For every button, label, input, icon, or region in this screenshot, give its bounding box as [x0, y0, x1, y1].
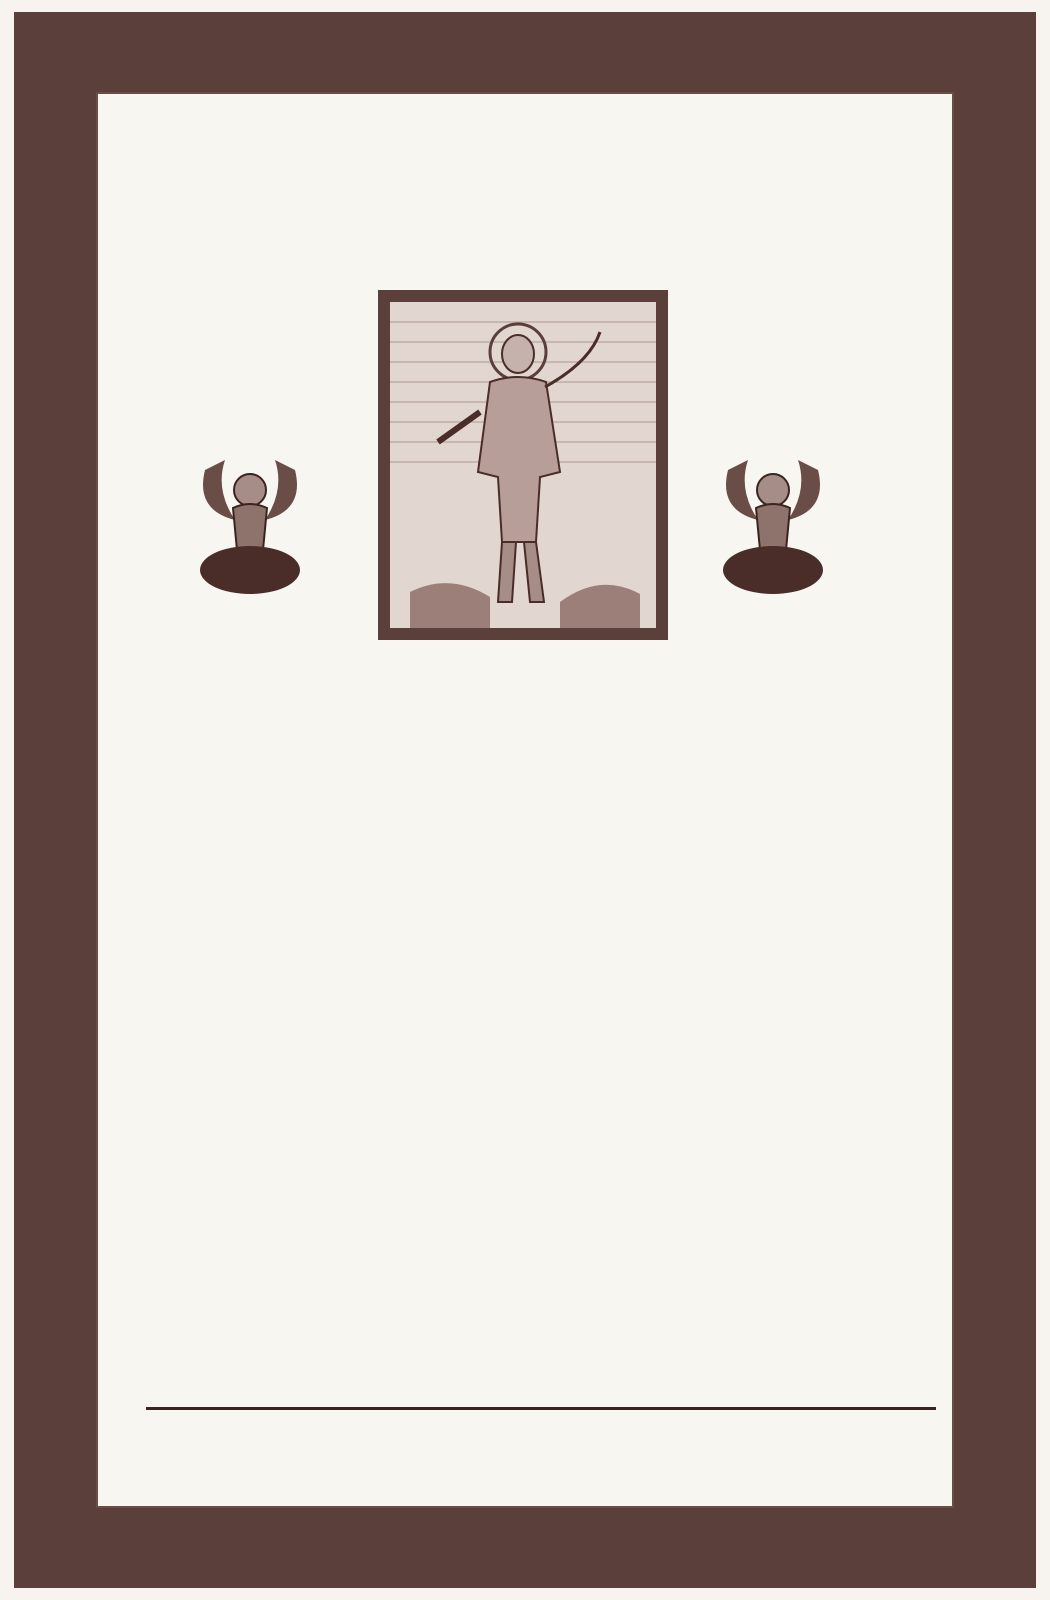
verses-block	[108, 650, 938, 1270]
ornament-border-left	[14, 12, 96, 1588]
cherub-left-icon	[195, 450, 305, 600]
horizontal-rule	[146, 1407, 936, 1410]
cherub-right-icon	[718, 450, 828, 600]
saint-woodcut	[378, 290, 668, 640]
column-divider-right	[646, 652, 662, 1264]
saint-figure-icon	[390, 302, 656, 628]
ornament-border-right	[954, 12, 1036, 1588]
ornament-border-top	[14, 12, 1036, 92]
ornament-border-bottom	[14, 1508, 1036, 1588]
column-divider-left	[372, 652, 388, 1264]
